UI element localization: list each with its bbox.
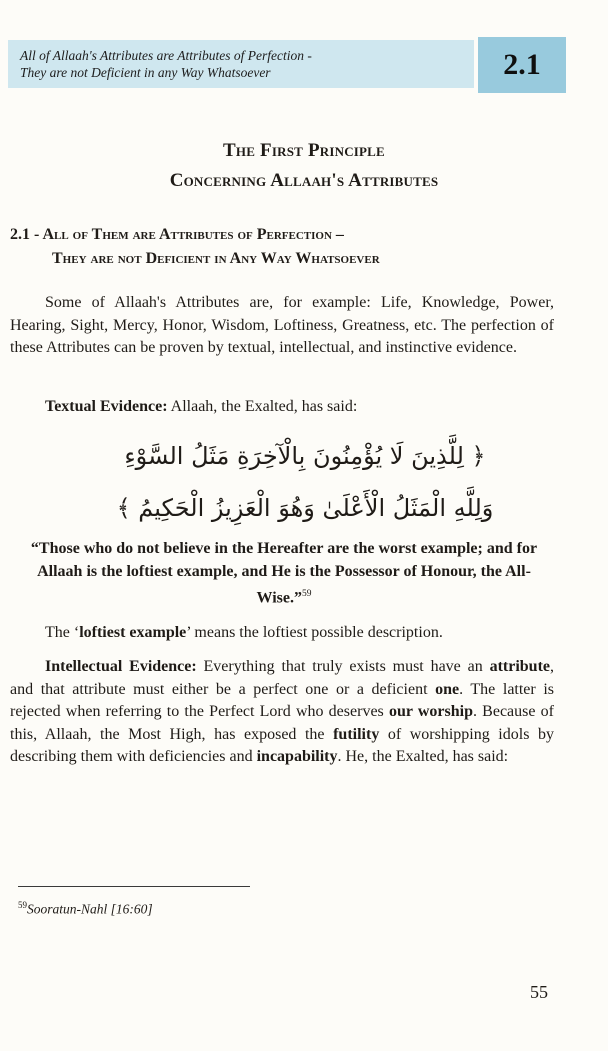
intellectual-evidence-paragraph [10, 656, 554, 769]
intellectual-bold2: one [435, 680, 460, 698]
footnote-number: 59 [18, 900, 27, 910]
verse-translation [14, 538, 554, 610]
section-number-badge: 2.1 [478, 37, 566, 93]
footnote-text: Sooratun-Nahl [16:60] [27, 901, 153, 917]
intro-paragraph: Some of Allaah's Attributes are, for example: Life, Knowledge, Power, Hearing, Sight, Mercy, Honor, Wisdom, Loftiness, Greatness, etc. The perfection of these Attributes can be proven by textual, intellectual, and instinctive evidence. [10, 294, 554, 356]
intellectual-text3: . The latter is rejected when referring to the Perfect Lord who deserves [10, 680, 554, 720]
intellectual-bold4: futility [333, 725, 380, 743]
intellectual-text5: of worshipping idols by describing them with deficiencies and [10, 725, 554, 765]
intellectual-text2: , and that attribute must either be a perfect one or a deficient [10, 658, 554, 698]
footnote-divider [18, 886, 250, 887]
footnote-reference: 59 [301, 589, 312, 599]
intellectual-bold5: incapability [256, 748, 338, 765]
running-header-line1: All of Allaah's Attributes are Attributes of Perfection - [20, 48, 312, 63]
loftiest-term: loftiest example [79, 624, 187, 641]
intellectual-evidence-label: Intellectual Evidence: [45, 658, 197, 675]
page-number: 55 [530, 982, 548, 1002]
textual-evidence-text: Allaah, the Exalted, has said: [167, 398, 358, 415]
intellectual-bold1: attribute [489, 658, 550, 675]
textual-evidence-paragraph [45, 396, 555, 419]
loftiest-example-paragraph [45, 622, 555, 645]
textual-evidence-label: Textual Evidence: [45, 398, 168, 415]
chapter-title-line1: The First Principle [223, 140, 385, 161]
footnote [18, 900, 153, 918]
loftiest-pre: The ‘ [45, 624, 80, 641]
intellectual-text1: Everything that truly exists must have an [196, 658, 490, 675]
translation-text: “Those who do not believe in the Hereafter are the worst example; and for Allaah is the loftiest example, and He is the Possessor of Honour, the All-Wise.” [30, 540, 538, 607]
loftiest-post: ’ means the loftiest possible description. [186, 624, 443, 641]
section-heading-line2: They are not Deficient in Any Way Whatsoever [52, 250, 380, 267]
intellectual-bold3: our worship [388, 703, 473, 720]
intellectual-text6: . He, the Exalted, has said: [337, 748, 509, 765]
section-heading-line1: 2.1 - All of Them are Attributes of Perfection – [10, 226, 344, 243]
chapter-title-line2: Concerning Allaah's Attributes [169, 170, 439, 191]
arabic-verse-line1: ﴿ لِلَّذِينَ لَا يُؤْمِنُونَ بِالْآخِرَةِ مَثَلُ السَّوْءِ [124, 442, 486, 470]
running-header [20, 47, 470, 81]
intellectual-text4: . Because of this, Allaah, the Most High, has exposed the [10, 703, 555, 743]
arabic-verse-line2: وَلِلَّهِ الْمَثَلُ الْأَعْلَىٰ وَهُوَ الْعَزِيزُ الْحَكِيمُ ﴾ [116, 494, 494, 522]
running-header-line2: They are not Deficient in any Way Whatsoever [20, 65, 271, 80]
